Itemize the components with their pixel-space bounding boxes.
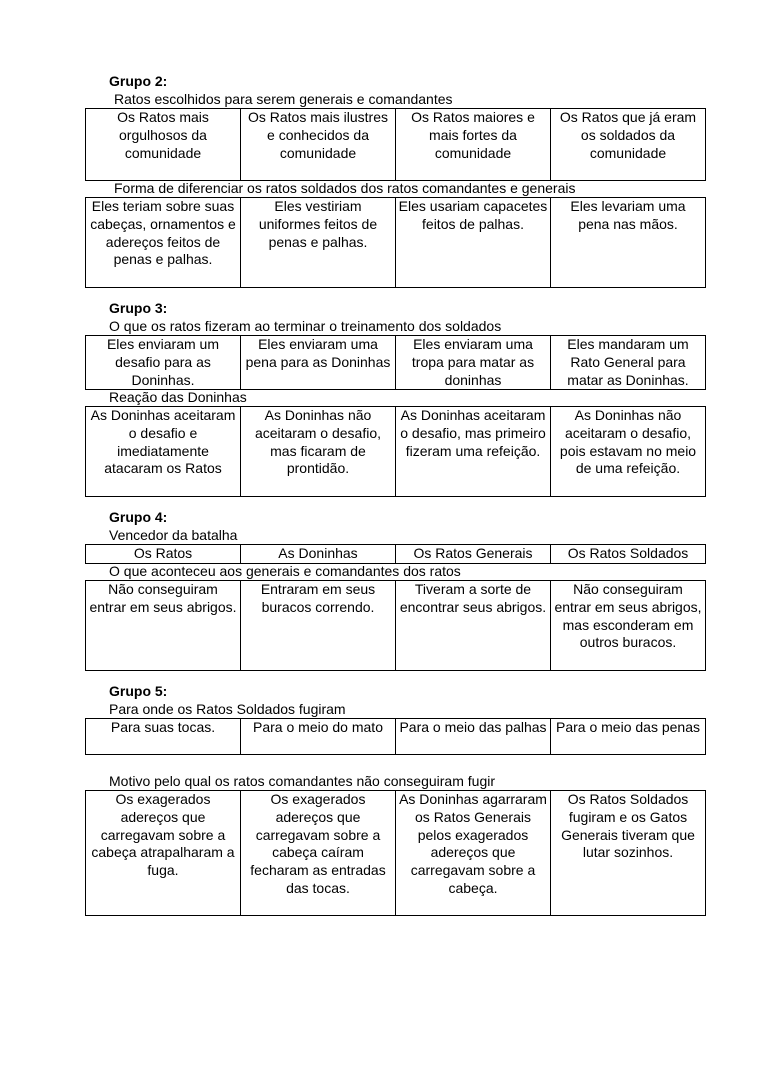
option-cell[interactable]: Eles enviaram uma tropa para matar as doninhas [396, 336, 551, 390]
option-cell[interactable]: Eles enviaram um desafio para as Doninhas. [86, 336, 241, 390]
grupo-3-options-1 [85, 335, 706, 390]
grupo-3-question-2: Reação das Doninhas [109, 389, 247, 405]
grupo-4-options-2 [85, 580, 706, 671]
grupo-3-heading: Grupo 3: [109, 300, 168, 316]
grupo-3-question-1: O que os ratos fizeram ao terminar o treinamento dos soldados [109, 318, 502, 334]
grupo-4-question-2: O que aconteceu aos generais e comandantes dos ratos [109, 563, 461, 579]
option-cell[interactable]: Os Ratos que já eram os soldados da comunidade [551, 109, 706, 181]
option-cell[interactable]: Eles mandaram um Rato General para matar as Doninhas. [551, 336, 706, 390]
option-cell[interactable]: Os Ratos [86, 545, 241, 564]
option-cell[interactable]: Os Ratos Generais [396, 545, 551, 564]
option-cell[interactable]: Não conseguiram entrar em seus abrigos, mas esconderam em outros buracos. [551, 581, 706, 671]
grupo-2-question-1: Ratos escolhidos para serem generais e comandantes [114, 91, 453, 107]
option-cell[interactable]: Não conseguiram entrar em seus abrigos. [86, 581, 241, 671]
grupo-4-question-1: Vencedor da batalha [109, 527, 238, 543]
option-cell[interactable]: Os exagerados adereços que carregavam sobre a cabeça atrapalharam a fuga. [86, 791, 241, 916]
option-cell[interactable]: Para o meio do mato [241, 719, 396, 755]
grupo-5-question-1: Para onde os Ratos Soldados fugiram [109, 701, 346, 717]
option-cell[interactable]: As Doninhas aceitaram o desafio e imediatamente atacaram os Ratos [86, 407, 241, 497]
option-cell[interactable]: As Doninhas aceitaram o desafio, mas primeiro fizeram uma refeição. [396, 407, 551, 497]
grupo-2-heading: Grupo 2: [109, 73, 168, 89]
option-cell[interactable]: Eles levariam uma pena nas mãos. [551, 198, 706, 288]
option-cell[interactable]: Para suas tocas. [86, 719, 241, 755]
grupo-3-options-2 [85, 406, 706, 497]
option-cell[interactable]: Os Ratos Soldados fugiram e os Gatos Generais tiveram que lutar sozinhos. [551, 791, 706, 916]
option-cell[interactable]: Para o meio das penas [551, 719, 706, 755]
grupo-2-options-1 [85, 108, 706, 181]
option-cell[interactable]: Os Ratos mais orgulhosos da comunidade [86, 109, 241, 181]
option-cell[interactable]: As Doninhas não aceitaram o desafio, pois estavam no meio de uma refeição. [551, 407, 706, 497]
grupo-5-options-2 [85, 790, 706, 916]
grupo-5-question-2: Motivo pelo qual os ratos comandantes não conseguiram fugir [109, 773, 495, 789]
option-cell[interactable]: Eles usariam capacetes feitos de palhas. [396, 198, 551, 288]
option-cell[interactable]: Eles vestiriam uniformes feitos de penas e palhas. [241, 198, 396, 288]
option-cell[interactable]: Os exagerados adereços que carregavam sobre a cabeça caíram fecharam as entradas das tocas. [241, 791, 396, 916]
option-cell[interactable]: As Doninhas não aceitaram o desafio, mas ficaram de prontidão. [241, 407, 396, 497]
option-cell[interactable]: Eles teriam sobre suas cabeças, ornamentos e adereços feitos de penas e palhas. [86, 198, 241, 288]
option-cell[interactable]: As Doninhas [241, 545, 396, 564]
grupo-5-options-1 [85, 718, 706, 755]
option-cell[interactable]: Os Ratos mais ilustres e conhecidos da comunidade [241, 109, 396, 181]
option-cell[interactable]: Para o meio das palhas [396, 719, 551, 755]
option-cell[interactable]: Os Ratos Soldados [551, 545, 706, 564]
option-cell[interactable]: Entraram em seus buracos correndo. [241, 581, 396, 671]
grupo-4-options-1 [85, 544, 706, 564]
option-cell[interactable]: Tiveram a sorte de encontrar seus abrigos. [396, 581, 551, 671]
grupo-2-options-2 [85, 197, 706, 288]
option-cell[interactable]: As Doninhas agarraram os Ratos Generais pelos exagerados adereços que carregavam sobre a cabeça. [396, 791, 551, 916]
grupo-2-question-2: Forma de diferenciar os ratos soldados dos ratos comandantes e generais [114, 180, 576, 196]
grupo-5-heading: Grupo 5: [109, 683, 168, 699]
option-cell[interactable]: Eles enviaram uma pena para as Doninhas [241, 336, 396, 390]
grupo-4-heading: Grupo 4: [109, 509, 168, 525]
option-cell[interactable]: Os Ratos maiores e mais fortes da comunidade [396, 109, 551, 181]
